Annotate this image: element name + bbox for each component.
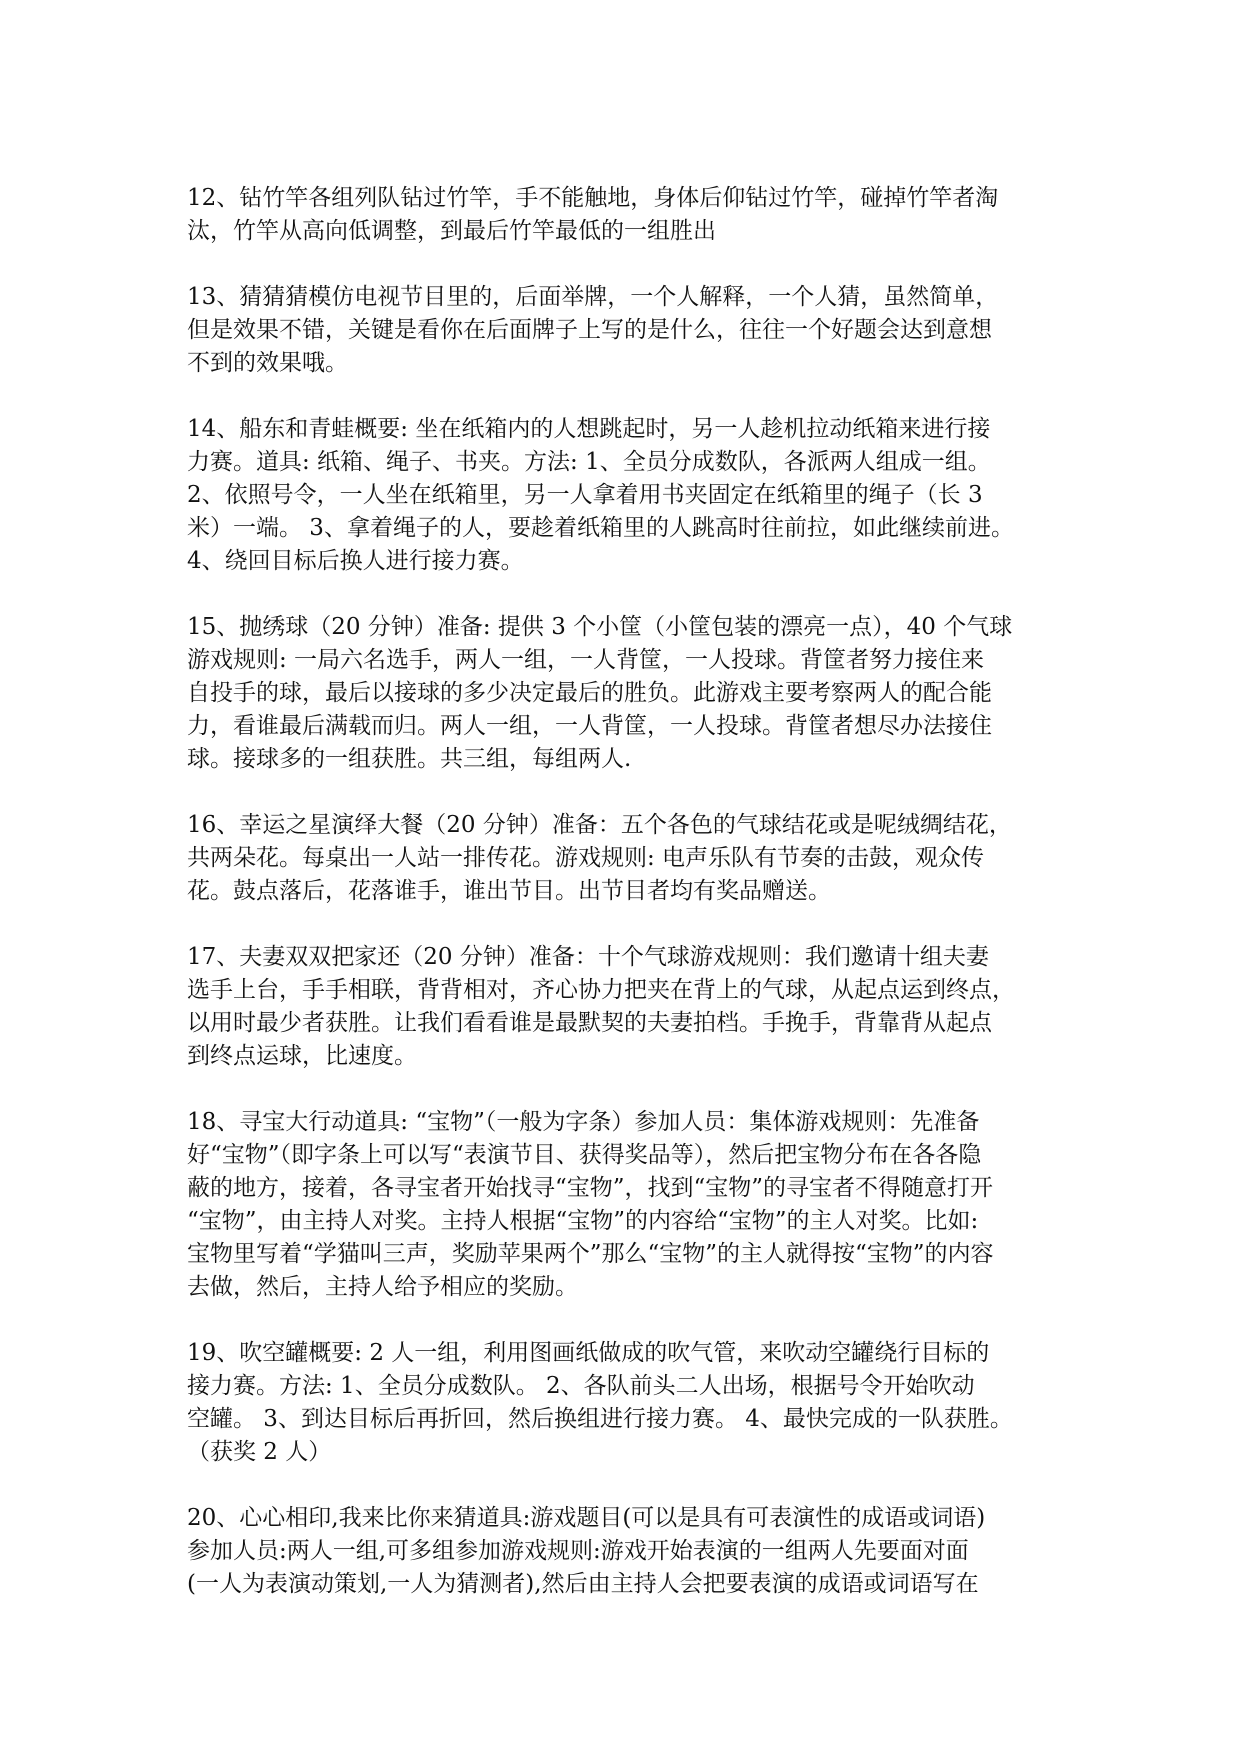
- document-body: [187, 182, 1067, 1634]
- paragraph-17: 17、夫妻双双把家还（20 分钟）准备：十个气球游戏规则：我们邀请十组夫妻 选手上台，手手相联，背背相对，齐心协力把夹在背上的气球，从起点运到终点， 以用时最少者获胜。让我们看看谁是最默契的夫妻拍档。手挽手，背靠背从起点 到终点运球，比速度。: [187, 944, 1015, 1069]
- paragraph-12: 12、钻竹竿各组列队钻过竹竿，手不能触地，身体后仰钻过竹竿，碰掉竹竿者淘 汰，竹竿从高向低调整，到最后竹竿最低的一组胜出: [187, 185, 999, 244]
- paragraph-20: 20、心心相印,我来比你来猜道具:游戏题目(可以是具有可表演性的成语或词语) 参加人员:两人一组,可多组参加游戏规则:游戏开始表演的一组两人先要面对面 (一人为表演动策划,一人为猜测者),然后由主持人会把要表演的成语或词语写在: [187, 1505, 986, 1597]
- paragraph-18: 18、寻宝大行动道具: “宝物”（一般为字条）参加人员：集体游戏规则：先准备 好“宝物”（即字条上可以写“表演节目、获得奖品等），然后把宝物分布在各各隐 蔽的地方，接着，各寻宝者开始找寻“宝物”，找到“宝物”的寻宝者不得随意打开 “宝物”，由主持人对奖。主持人根据“宝物”的内容给“宝物”的主人对奖。比如: 宝物里写着“学猫叫三声，奖励苹果两个”那么“宝物”的主人就得按“宝物”的内容 去做，然后，主持人给予相应的奖励。: [187, 1109, 994, 1300]
- paragraph-14: 14、船东和青蛙概要: 坐在纸箱内的人想跳起时，另一人趁机拉动纸箱来进行接 力赛。道具: 纸箱、绳子、书夹。方法: 1、全员分成数队，各派两人组成一组。 2、依照号令，一人坐在纸箱里，另一人拿着用书夹固定在纸箱里的绳子（长 3 米）一端。 3、拿着绳子的人，要趁着纸箱里的人跳高时往前拉，如此继续前进。 4、绕回目标后换人进行接力赛。: [187, 416, 1014, 574]
- paragraph-13: 13、猜猜猜模仿电视节目里的，后面举牌，一个人解释，一个人猜，虽然简单， 但是效果不错，关键是看你在后面牌子上写的是什么，往往一个好题会达到意想 不到的效果哦。: [187, 284, 999, 376]
- paragraph-19: 19、吹空罐概要: 2 人一组，利用图画纸做成的吹气管，来吹动空罐绕行目标的 接力赛。方法: 1、全员分成数队。 2、各队前头二人出场，根据号令开始吹动 空罐。 3、到达目标后再折回，然后换组进行接力赛。 4、最快完成的一队获胜。 （获奖 2 人）: [187, 1340, 1013, 1465]
- paragraph-15: 15、抛绣球（20 分钟）准备: 提供 3 个小筐（小筐包装的漂亮一点），40 个气球 游戏规则: 一局六名选手，两人一组，一人背筐，一人投球。背筐者努力接住来 自投手的球，最后以接球的多少决定最后的胜负。此游戏主要考察两人的配合能 力，看谁最后满载而归。两人一组，一人背筐，一人投球。背筐者想尽办法接住 球。接球多的一组获胜。共三组，每组两人.: [187, 614, 1013, 772]
- paragraph-16: 16、幸运之星演绎大餐（20 分钟）准备：五个各色的气球结花或是呢绒绸结花， 共两朵花。每桌出一人站一排传花。游戏规则: 电声乐队有节奏的击鼓，观众传 花。鼓点落后，花落谁手，谁出节目。出节目者均有奖品赠送。: [187, 812, 1012, 904]
